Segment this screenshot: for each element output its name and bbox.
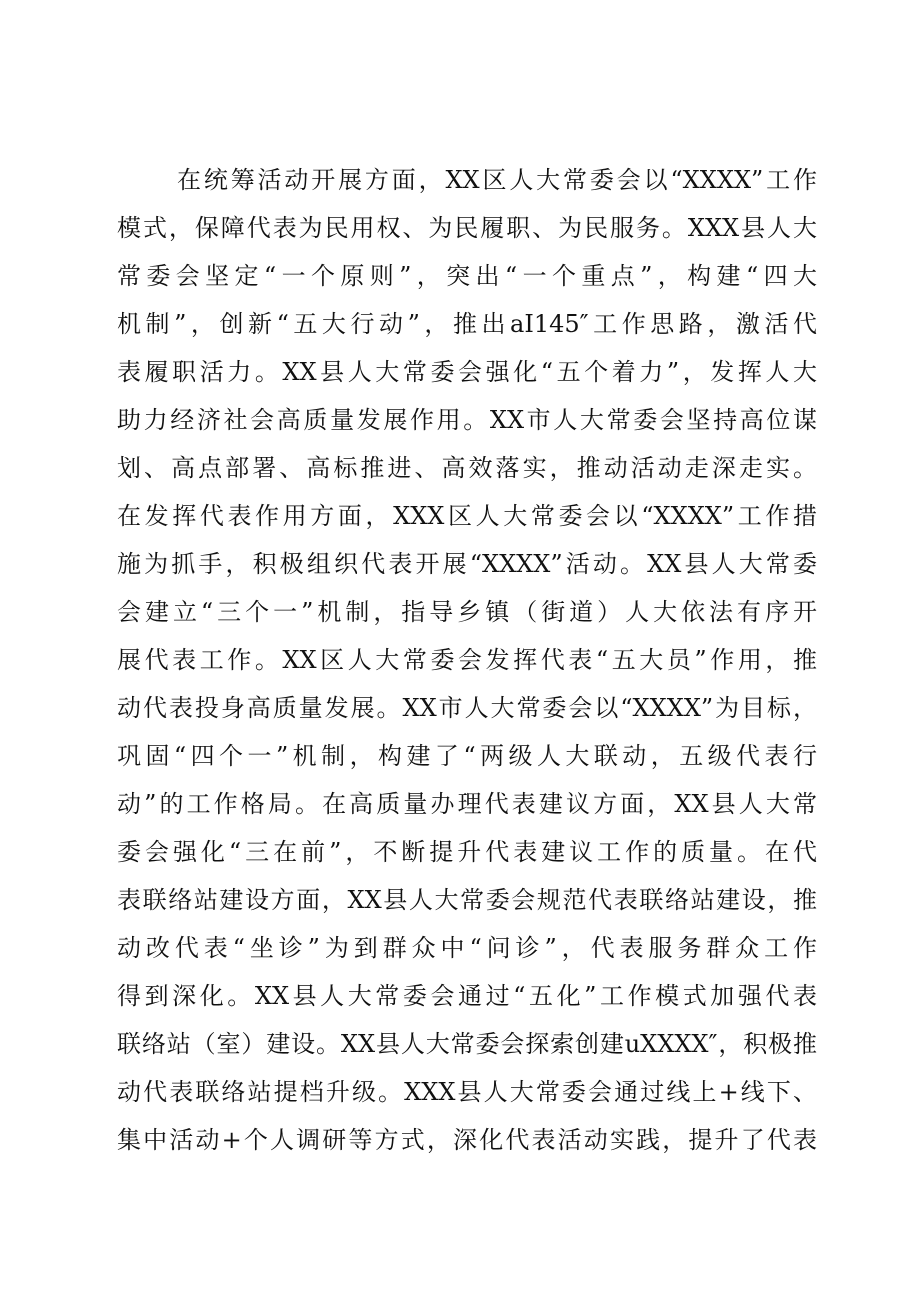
text-line: 在发挥代表作用方面，XXX区人大常委会以“XXXX”工作措	[117, 502, 817, 530]
text-line: 表履职活力。XX县人大常委会强化“五个着力”，发挥人大	[117, 358, 817, 386]
text-line: 表联络站建设方面，XX县人大常委会规范代表联络站建设，推	[117, 886, 817, 914]
text-line: 得到深化。XX县人大常委会通过“五化”工作模式加强代表	[117, 982, 817, 1010]
text-line: 助力经济社会高质量发展作用。XX市人大常委会坚持高位谋	[117, 406, 817, 434]
text-line: 模式，保障代表为民用权、为民履职、为民服务。XXX县人大	[117, 214, 817, 242]
text-line: 划、高点部署、高标推进、高效落实，推动活动走深走实。	[117, 454, 817, 482]
text-line: 常委会坚定“一个原则”，突出“一个重点”，构建“四大	[117, 262, 817, 290]
text-line: 委会强化“三在前”，不断提升代表建议工作的质量。在代	[117, 838, 817, 866]
text-line: 动代表投身高质量发展。XX市人大常委会以“XXXX”为目标，	[117, 694, 817, 722]
text-line: 动改代表“坐诊”为到群众中“问诊”，代表服务群众工作	[117, 934, 817, 962]
text-line: 动代表联络站提档升级。XXX县人大常委会通过线上+线下、	[117, 1078, 817, 1106]
text-line: 施为抓手，积极组织代表开展“XXXX”活动。XX县人大常委	[117, 550, 817, 578]
text-line: 巩固“四个一”机制，构建了“两级人大联动，五级代表行	[117, 742, 817, 770]
text-line: 集中活动+个人调研等方式，深化代表活动实践，提升了代表	[117, 1126, 817, 1154]
text-line: 联络站（室）建设。XX县人大常委会探索创建uXXXX″，积极推	[117, 1030, 817, 1058]
text-line: 机制”，创新“五大行动”，推出aI145″工作思路，激活代	[117, 310, 817, 338]
body-text	[117, 156, 817, 1164]
text-line: 展代表工作。XX区人大常委会发挥代表“五大员”作用，推	[117, 646, 817, 674]
text-line: 动”的工作格局。在高质量办理代表建议方面，XX县人大常	[117, 790, 817, 818]
text-line: 在统筹活动开展方面，XX区人大常委会以“XXXX”工作	[177, 166, 817, 194]
text-line: 会建立“三个一”机制，指导乡镇（街道）人大依法有序开	[117, 598, 817, 626]
